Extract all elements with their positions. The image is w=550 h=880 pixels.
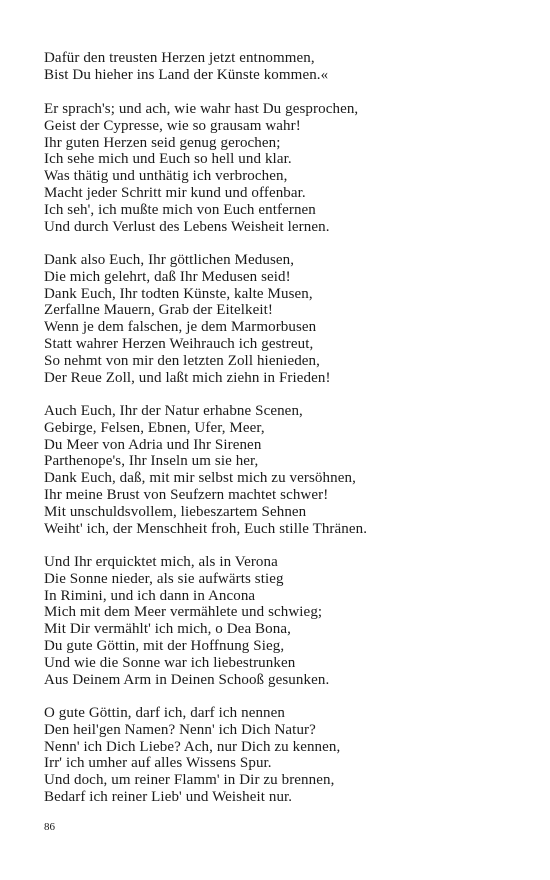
verse-line: Macht jeder Schritt mir kund und offenbar. xyxy=(44,184,306,201)
verse-line: Die mich gelehrt, daß Ihr Medusen seid! xyxy=(44,268,291,285)
verse-line: Er sprach's; und ach, wie wahr hast Du gesprochen, xyxy=(44,101,359,117)
verse-line: Ich seh', ich mußte mich von Euch entfernen xyxy=(44,201,316,218)
verse-line: Die Sonne nieder, als sie aufwärts stieg xyxy=(44,570,284,587)
verse-line: Bedarf ich reiner Lieb' und Weisheit nur. xyxy=(44,788,293,805)
stanza-6 xyxy=(44,705,524,806)
verse-line: Gebirge, Felsen, Ebnen, Ufer, Meer, xyxy=(44,419,265,436)
stanza-3 xyxy=(44,252,524,386)
verse-line: Irr' ich umher auf alles Wissens Spur. xyxy=(44,755,272,772)
verse-line: Mit Dir vermählt' ich mich, o Dea Bona, xyxy=(44,621,291,638)
verse-line: Mit unschuldsvollem, liebeszartem Sehnen xyxy=(44,503,307,520)
verse-line: Und wie die Sonne war ich liebestrunken xyxy=(44,654,296,671)
stanza-5 xyxy=(44,554,524,688)
verse-line: Parthenope's, Ihr Inseln um sie her, xyxy=(44,453,259,470)
verse-line: In Rimini, und ich dann in Ancona xyxy=(44,587,256,604)
page-number: 86 xyxy=(44,821,55,833)
stanza-1 xyxy=(44,50,524,84)
verse-line: Und doch, um reiner Flamm' in Dir zu brennen, xyxy=(44,772,335,789)
verse-line: Du Meer von Adria und Ihr Sirenen xyxy=(44,436,262,453)
verse-line: Ihr meine Brust von Seufzern machtet schwer! xyxy=(44,486,329,503)
verse-line: Dafür den treusten Herzen jetzt entnommen, xyxy=(44,50,315,66)
stanza-2 xyxy=(44,101,524,235)
verse-line: Und Ihr erquicktet mich, als in Verona xyxy=(44,554,278,570)
stanza-4 xyxy=(44,403,524,537)
verse-line: Aus Deinem Arm in Deinen Schooß gesunken. xyxy=(44,671,330,688)
verse-line: Wenn je dem falschen, je dem Marmorbusen xyxy=(44,319,317,336)
verse-line: Statt wahrer Herzen Weihrauch ich gestreut, xyxy=(44,335,314,352)
verse-line: Dank also Euch, Ihr göttlichen Medusen, xyxy=(44,252,295,268)
verse-line: Ich sehe mich und Euch so hell und klar. xyxy=(44,151,292,168)
verse-line: Den heil'gen Namen? Nenn' ich Dich Natur? xyxy=(44,721,316,738)
verse-line: Was thätig und unthätig ich verbrochen, xyxy=(44,168,288,185)
verse-line: Mich mit dem Meer vermählete und schwieg; xyxy=(44,604,323,621)
verse-line: Der Reue Zoll, und laßt mich ziehn in Frieden! xyxy=(44,369,331,386)
verse-line: O gute Göttin, darf ich, darf ich nennen xyxy=(44,705,286,721)
verse-line: Weiht' ich, der Menschheit froh, Euch stille Thränen. xyxy=(44,520,368,537)
verse-line: Geist der Cypresse, wie so grausam wahr! xyxy=(44,117,301,134)
verse-line: Und durch Verlust des Lebens Weisheit lernen. xyxy=(44,218,330,235)
verse-line: Ihr guten Herzen seid genug gerochen; xyxy=(44,134,281,151)
verse-line: Auch Euch, Ihr der Natur erhabne Scenen, xyxy=(44,403,303,419)
verse-line: Du gute Göttin, mit der Hoffnung Sieg, xyxy=(44,637,285,654)
verse-line: Zerfallne Mauern, Grab der Eitelkeit! xyxy=(44,302,274,319)
verse-line: Nenn' ich Dich Liebe? Ach, nur Dich zu kennen, xyxy=(44,738,341,755)
verse-line: Bist Du hieher ins Land der Künste kommen.« xyxy=(44,66,329,83)
book-page xyxy=(44,0,524,880)
verse-line: So nehmt von mir den letzten Zoll hienieden, xyxy=(44,352,321,369)
verse-line: Dank Euch, daß, mit mir selbst mich zu versöhnen, xyxy=(44,470,356,487)
verse-line: Dank Euch, Ihr todten Künste, kalte Musen, xyxy=(44,285,313,302)
